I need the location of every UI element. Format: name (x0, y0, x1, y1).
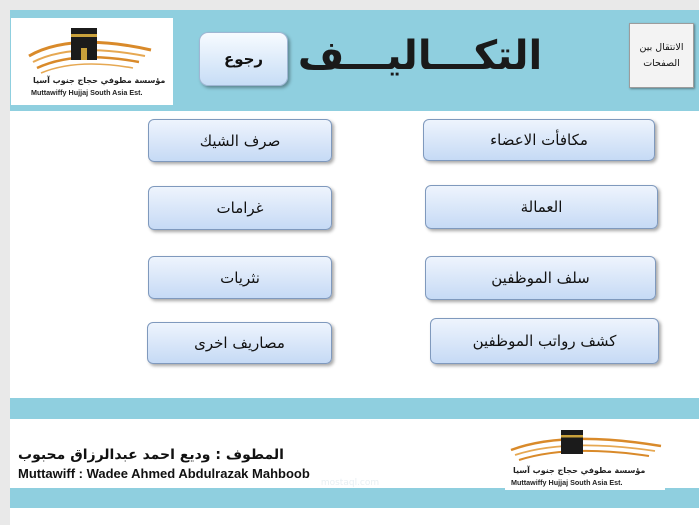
footer-band-top (10, 398, 699, 419)
window-left-edge (0, 10, 10, 525)
page-navigation-button[interactable]: الانتقال بين الصفحات (629, 23, 694, 88)
footer-logo-arabic-name: مؤسسة مطوفي حجاج جنوب آسيا (513, 466, 646, 475)
page-title: التكـــاليـــف (297, 33, 543, 79)
other-expenses-button[interactable]: مصاريف اخرى (147, 322, 332, 364)
muttawiff-name-english: Muttawiff : Wadee Ahmed Abdulrazak Mahboob (18, 466, 310, 481)
back-button[interactable]: رجوع (199, 32, 288, 86)
logo-arabic-name: مؤسسة مطوفي حجاج جنوب آسيا (33, 76, 166, 85)
footer-company-logo (505, 428, 665, 490)
check-payment-button[interactable]: صرف الشيك (148, 119, 332, 162)
fines-button[interactable]: غرامات (148, 186, 332, 230)
logo-english-name: Muttawiffy Hujjaj South Asia Est. (31, 88, 143, 97)
company-logo (11, 18, 173, 105)
sundries-button[interactable]: نثريات (148, 256, 332, 299)
footer-band-bottom (10, 488, 699, 508)
employee-salaries-button[interactable]: كشف رواتب الموظفين (430, 318, 659, 364)
footer-logo-english-name: Muttawiffy Hujjaj South Asia Est. (511, 478, 623, 487)
member-bonuses-button[interactable]: مكافأت الاعضاء (423, 119, 655, 161)
watermark: mostaql.com (320, 478, 380, 488)
employee-advances-button[interactable]: سلف الموظفين (425, 256, 656, 300)
labor-button[interactable]: العمالة (425, 185, 658, 229)
muttawiff-name-arabic: المطوف : وديع احمد عبدالرزاق محبوب (18, 447, 284, 463)
